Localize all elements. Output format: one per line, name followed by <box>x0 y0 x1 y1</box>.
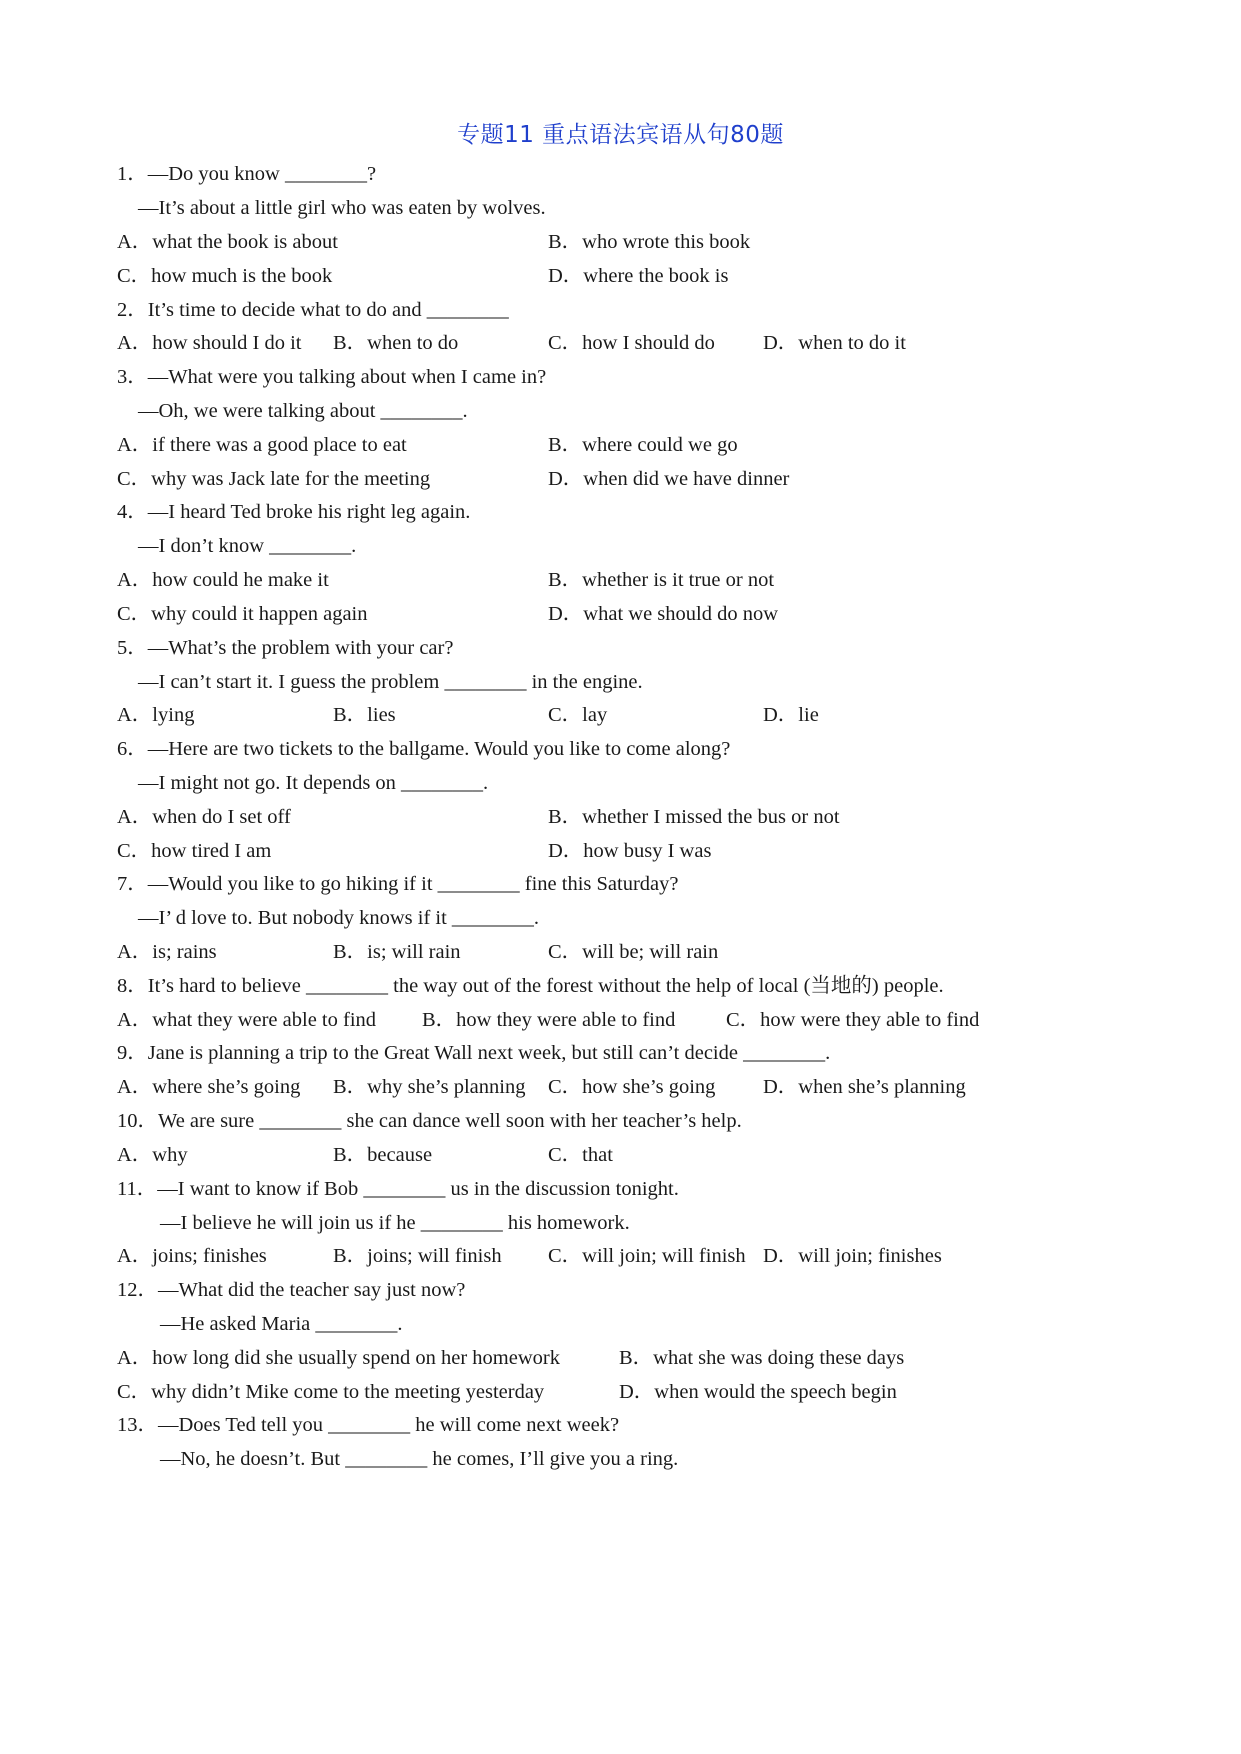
option-c[interactable]: C．why could it happen again <box>117 603 368 625</box>
option-b[interactable]: B．why she’s planning <box>333 1076 526 1098</box>
option-b[interactable]: B．when to do <box>333 332 459 354</box>
question-text: 3．—What were you talking about when I came in? <box>117 366 547 388</box>
option-c[interactable]: C．that <box>548 1144 613 1166</box>
page-title: 专题11 重点语法宾语从句80题 <box>457 122 784 148</box>
question-11-stem <box>0 1170 1241 1208</box>
question-3-stem <box>0 358 1241 396</box>
option-b[interactable]: B．how they were able to find <box>422 1009 676 1031</box>
question-text: —I can’t start it. I guess the problem ________ in the engine. <box>138 671 643 693</box>
question-3-options <box>0 426 1241 464</box>
question-9-options <box>0 1068 1241 1106</box>
question-text: 4．—I heard Ted broke his right leg again. <box>117 501 471 523</box>
question-4-options <box>0 595 1241 633</box>
option-b[interactable]: B．who wrote this book <box>548 231 751 253</box>
question-text: 5．—What’s the problem with your car? <box>117 637 454 659</box>
question-4-stem <box>0 493 1241 531</box>
option-d[interactable]: D．what we should do now <box>548 603 779 625</box>
question-text: 8．It’s hard to believe ________ the way out of the forest without the help of local (当地的) people. <box>117 975 944 997</box>
option-d[interactable]: D．will join; finishes <box>763 1245 942 1267</box>
question-text: 7．—Would you like to go hiking if it ________ fine this Saturday? <box>117 873 679 895</box>
question-6-stem <box>0 730 1241 768</box>
question-12-stem <box>0 1271 1241 1309</box>
question-text: 6．—Here are two tickets to the ballgame. Would you like to come along? <box>117 738 731 760</box>
question-1-options <box>0 257 1241 295</box>
question-text: 11．—I want to know if Bob ________ us in the discussion tonight. <box>117 1178 679 1200</box>
question-5-options <box>0 696 1241 734</box>
option-b[interactable]: B．whether I missed the bus or not <box>548 806 840 828</box>
question-text: 9．Jane is planning a trip to the Great Wall next week, but still can’t decide ________. <box>117 1042 831 1064</box>
option-a[interactable]: A．how should I do it <box>117 332 302 354</box>
option-b[interactable]: B．lies <box>333 704 396 726</box>
option-c[interactable]: C．how much is the book <box>117 265 333 287</box>
question-text: 1．—Do you know ________? <box>117 163 377 185</box>
option-b[interactable]: B．what she was doing these days <box>619 1347 905 1369</box>
option-a[interactable]: A．if there was a good place to eat <box>117 434 407 456</box>
question-text: —No, he doesn’t. But ________ he comes, I’ll give you a ring. <box>160 1448 679 1470</box>
option-d[interactable]: D．when to do it <box>763 332 906 354</box>
option-a[interactable]: A．how could he make it <box>117 569 329 591</box>
option-a[interactable]: A．when do I set off <box>117 806 291 828</box>
option-b[interactable]: B．is; will rain <box>333 941 461 963</box>
option-b[interactable]: B．where could we go <box>548 434 738 456</box>
question-12-stem <box>0 1305 1241 1343</box>
question-7-stem <box>0 865 1241 903</box>
option-a[interactable]: A．lying <box>117 704 195 726</box>
option-a[interactable]: A．what the book is about <box>117 231 338 253</box>
question-6-stem <box>0 764 1241 802</box>
question-7-stem <box>0 899 1241 937</box>
question-1-options <box>0 223 1241 261</box>
question-4-options <box>0 561 1241 599</box>
question-6-options <box>0 798 1241 836</box>
option-d[interactable]: D．when would the speech begin <box>619 1381 897 1403</box>
question-text: —He asked Maria ________. <box>160 1313 403 1335</box>
option-a[interactable]: A．why <box>117 1144 188 1166</box>
option-c[interactable]: C．why was Jack late for the meeting <box>117 468 431 490</box>
option-b[interactable]: B．whether is it true or not <box>548 569 775 591</box>
question-text: 13．—Does Ted tell you ________ he will come next week? <box>117 1414 620 1436</box>
question-4-stem <box>0 527 1241 565</box>
question-text: —I’ d love to. But nobody knows if it ________. <box>138 907 540 929</box>
option-d[interactable]: D．when did we have dinner <box>548 468 790 490</box>
question-text: —I don’t know ________. <box>138 535 357 557</box>
question-text: —I believe he will join us if he ________ his homework. <box>160 1212 630 1234</box>
option-a[interactable]: A．is; rains <box>117 941 217 963</box>
option-d[interactable]: D．lie <box>763 704 819 726</box>
option-c[interactable]: C．how she’s going <box>548 1076 716 1098</box>
option-a[interactable]: A．where she’s going <box>117 1076 301 1098</box>
question-9-stem <box>0 1034 1241 1072</box>
question-5-stem <box>0 629 1241 667</box>
option-c[interactable]: C．will be; will rain <box>548 941 719 963</box>
question-13-stem <box>0 1406 1241 1444</box>
question-2-options <box>0 324 1241 362</box>
option-b[interactable]: B．because <box>333 1144 433 1166</box>
question-text: 10．We are sure ________ she can dance well soon with her teacher’s help. <box>117 1110 742 1132</box>
option-c[interactable]: C．lay <box>548 704 608 726</box>
option-c[interactable]: C．will join; will finish <box>548 1245 746 1267</box>
question-text: 2．It’s time to decide what to do and ________ <box>117 299 509 321</box>
question-10-stem <box>0 1102 1241 1140</box>
question-1-stem <box>0 155 1241 193</box>
option-b[interactable]: B．joins; will finish <box>333 1245 502 1267</box>
question-8-stem <box>0 967 1241 1005</box>
question-text: 12．—What did the teacher say just now? <box>117 1279 466 1301</box>
option-d[interactable]: D．when she’s planning <box>763 1076 966 1098</box>
option-c[interactable]: C．how were they able to find <box>726 1009 980 1031</box>
question-text: —I might not go. It depends on ________. <box>138 772 489 794</box>
question-13-stem <box>0 1440 1241 1478</box>
option-a[interactable]: A．what they were able to find <box>117 1009 377 1031</box>
question-7-options <box>0 933 1241 971</box>
question-text: —It’s about a little girl who was eaten by wolves. <box>138 197 546 219</box>
option-d[interactable]: D．where the book is <box>548 265 729 287</box>
option-a[interactable]: A．joins; finishes <box>117 1245 267 1267</box>
question-11-options <box>0 1237 1241 1275</box>
question-3-stem <box>0 392 1241 430</box>
question-1-stem <box>0 189 1241 227</box>
question-text: —Oh, we were talking about ________. <box>138 400 468 422</box>
question-12-options <box>0 1339 1241 1377</box>
option-a[interactable]: A．how long did she usually spend on her homework <box>117 1347 560 1369</box>
option-c[interactable]: C．how I should do <box>548 332 715 354</box>
option-c[interactable]: C．why didn’t Mike come to the meeting yesterday <box>117 1381 545 1403</box>
option-c[interactable]: C．how tired I am <box>117 840 272 862</box>
option-d[interactable]: D．how busy I was <box>548 840 712 862</box>
question-10-options <box>0 1136 1241 1174</box>
